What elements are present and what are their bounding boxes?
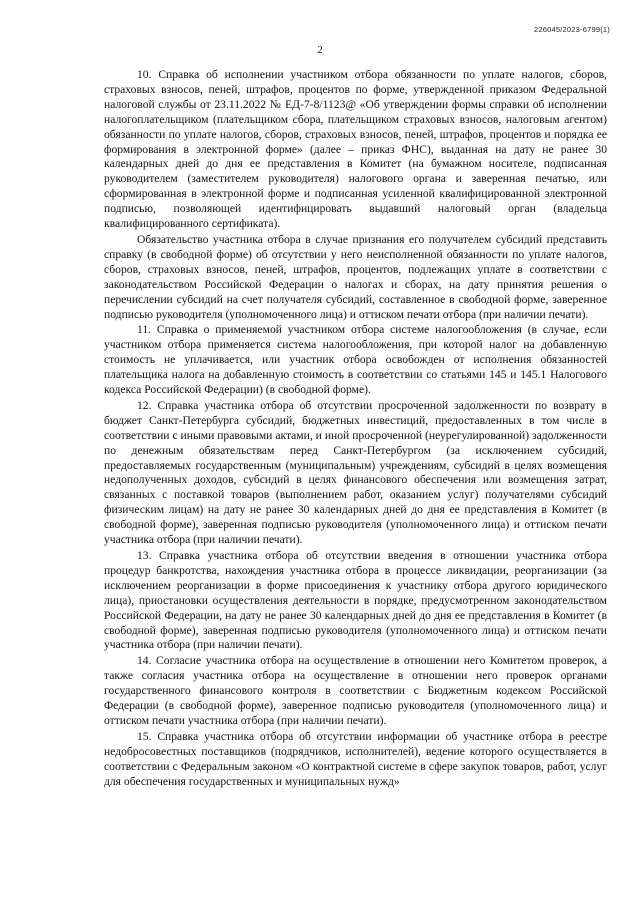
- paragraph-14: 14. Согласие участника отбора на осуществление в отношении него Комитетом проверок, а также согласия участника отбора на осуществление в отношении него проверок органами государственного финансового контроля в соответствии с Бюджетным кодексом Российской Федерации (в свободной форме), заверенное подписью руководителя (уполномоченного лица) и оттиском печати участника отбора (при наличии печати).: [104, 654, 607, 727]
- page-number: 2: [317, 44, 323, 56]
- paragraph-12: 12. Справка участника отбора об отсутствии просроченной задолженности по возврату в бюджет Санкт-Петербурга субсидий, бюджетных инвестиций, предоставленных в том числе в соответствии с иными правовыми актами, и иной просроченной (неурегулированной) задолженности по денежным обязательствам перед Санкт-Петербургом (за исключением субсидий, предоставляемых государственным (муниципальным) учреждениям, субсидий в целях возмещения недополученных доходов, субсидий в целях финансового обеспечения или возмещения затрат, связанных с поставкой товаров (выполнением работ, оказанием услуг) получателями субсидий физическим лицам) на дату не ранее 30 календарных дней до дня ее представления в Комитет (в свободной форме), заверенная подписью руководителя (уполномоченного лица) и оттиском печати участника отбора (при наличии печати).: [104, 398, 607, 547]
- paragraph-obligation: Обязательство участника отбора в случае признания его получателем субсидий представить справку (в свободной форме) об отсутствии у него неисполненной обязанности по уплате налогов, сборов, страховых взносов, пеней, штрафов, процентов, подлежащих уплате в соответствии с законодательством Российской Федерации о налогах и сборах, на дату принятия решения о перечислении субсидий на счет получателя субсидий, составленное в свободной форме, заверенное подписью руководителя (уполномоченного лица) и оттиском печати отбора (при наличии печати).: [104, 232, 607, 321]
- document-body: [104, 68, 607, 791]
- paragraph-15: 15. Справка участника отбора об отсутствии информации об участнике отбора в реестре недобросовестных поставщиков (подрядчиков, исполнителей), ведение которого осуществляется в соответствии с Федеральным законом «О контрактной системе в сфере закупок товаров, работ, услуг для обеспечения государственных и муниципальных нужд»: [104, 729, 607, 788]
- paragraph-13: 13. Справка участника отбора об отсутствии введения в отношении участника отбора процедур банкротства, нахождения участника отбора в процессе ликвидации, реорганизации (за исключением реорганизации в форме присоединения к участнику отбора другого юридического лица), приостановки осуществления деятельности в порядке, предусмотренном законодательством Российской Федерации, на дату не ранее 30 календарных дней до дня ее представления в Комитет (в свободной форме), заверенная подписью руководителя (уполномоченного лица) и оттиском печати участника отбора (при наличии печати).: [104, 549, 607, 652]
- paragraph-10: 10. Справка об исполнении участником отбора обязанности по уплате налогов, сборов, страховых взносов, пеней, штрафов, процентов по форме, утвержденной приказом Федеральной налоговой службы от 23.11.2022 № ЕД-7-8/1123@ «Об утверждении формы справки об исполнении налогоплательщиком (плательщиком сбора, плательщиком страховых взносов, налоговым агентом) обязанности по уплате налогов, сборов, страховых взносов, пеней, штрафов, процентов и порядка ее формирования в электронной форме» (далее – приказ ФНС), выданная на дату не ранее 30 календарных дней до дня ее представления в Комитет (на бумажном носителе, подписанная руководителем (заместителем руководителя) налогового органа и заверенная печатью, или сформированная в электронной форме и подписанная усиленной квалифицированной электронной подписью, позволяющей идентифицировать выдавший налоговый орган (владельца квалифицированного сертификата).: [104, 68, 607, 231]
- paragraph-11: 11. Справка о применяемой участником отбора системе налогообложения (в случае, если участником отбора применяется система налогообложения, при которой налог на добавленную стоимость не уплачивается, или участник отбора освобожден от исполнения обязанностей плательщика налога на добавленную стоимость в соответствии со статьями 145 и 145.1 Налогового кодекса Российской Федерации) (в свободной форме).: [104, 323, 607, 397]
- document-number: 226045/2023-6799(1): [534, 25, 610, 34]
